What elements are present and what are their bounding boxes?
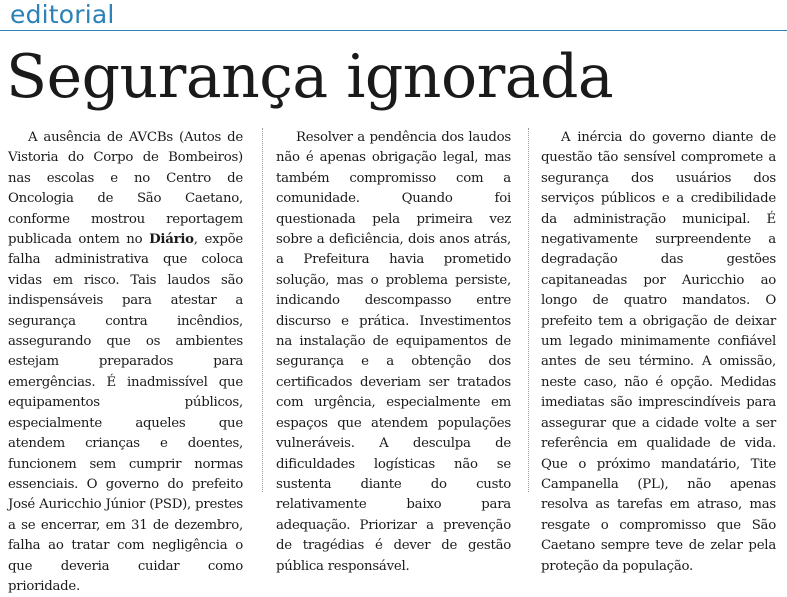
- section-divider: [0, 30, 787, 31]
- text-column-3: [541, 128, 776, 577]
- column-1-text-before: A ausência de AVCBs (Autos de Vistoria do Corpo de Bombeiros) nas escolas e no Centro de Oncologia de São Caetano, conforme mostrou reportagem publicada ontem no: [8, 130, 243, 248]
- text-column-1: [8, 128, 243, 597]
- column-2-paragraph: Resolver a pendência dos laudos não é apenas obrigação legal, mas também compromisso com a comunidade. Quando foi questionada pela primeira vez sobre a deficiência, dois anos atrás, a Prefeitura havia prometido solução, mas o problema persiste, indicando descompasso entre discurso e prática. Investimentos na instalação de equipamentos de segurança e a obtenção dos certificados deveriam ser tratados com urgência, especialmente em espaços que atendem populações vulneráveis. A desculpa de dificuldades logísticas não se sustenta diante do custo relativamente baixo para adequação. Priorizar a prevenção de tragédias é dever de gestão pública responsável.: [276, 130, 511, 574]
- column-1-text-after: , expõe falha administrativa que coloca vidas em risco. Tais laudos são indispensáveis para atestar a segurança contra incêndios, assegurando que os ambientes estejam preparados para emergências. É inadmissível que equipamentos públicos, especialmente aqueles que atendem crianças e doentes, funcionem sem cumprir normas essenciais. O governo do prefeito José Auricchio Júnior (PSD), prestes a se encerrar, em 31 de dezembro, falha ao tratar com negligência o que deveria cuidar como prioridade.: [8, 232, 244, 594]
- column-1-paragraph: [8, 128, 243, 597]
- text-column-2: [276, 128, 511, 577]
- column-3-paragraph: A inércia do governo diante de questão tão sensível compromete a segurança dos usuários dos serviços públicos e a credibilidade da administração municipal. É negativamente surpreendente a degradação das gestões capitaneadas por Auricchio ao longo de quatro mandatos. O prefeito tem a obrigação de deixar um legado minimamente confiável antes de seu término. A omissão, neste caso, não é opção. Medidas imediatas são imprescindíveis para assegurar que a cidade volte a ser referência em qualidade de vida. Que o próximo mandatário, Tite Campanella (PL), não apenas resolva as tarefas em atraso, mas resgate o compromisso que São Caetano sempre teve de zelar pela proteção da população.: [541, 130, 776, 574]
- column-divider-2: [528, 128, 529, 492]
- section-label: editorial: [10, 0, 115, 29]
- headline: Segurança ignorada: [6, 42, 614, 112]
- newspaper-name: Diário: [149, 232, 194, 248]
- column-divider-1: [262, 128, 263, 492]
